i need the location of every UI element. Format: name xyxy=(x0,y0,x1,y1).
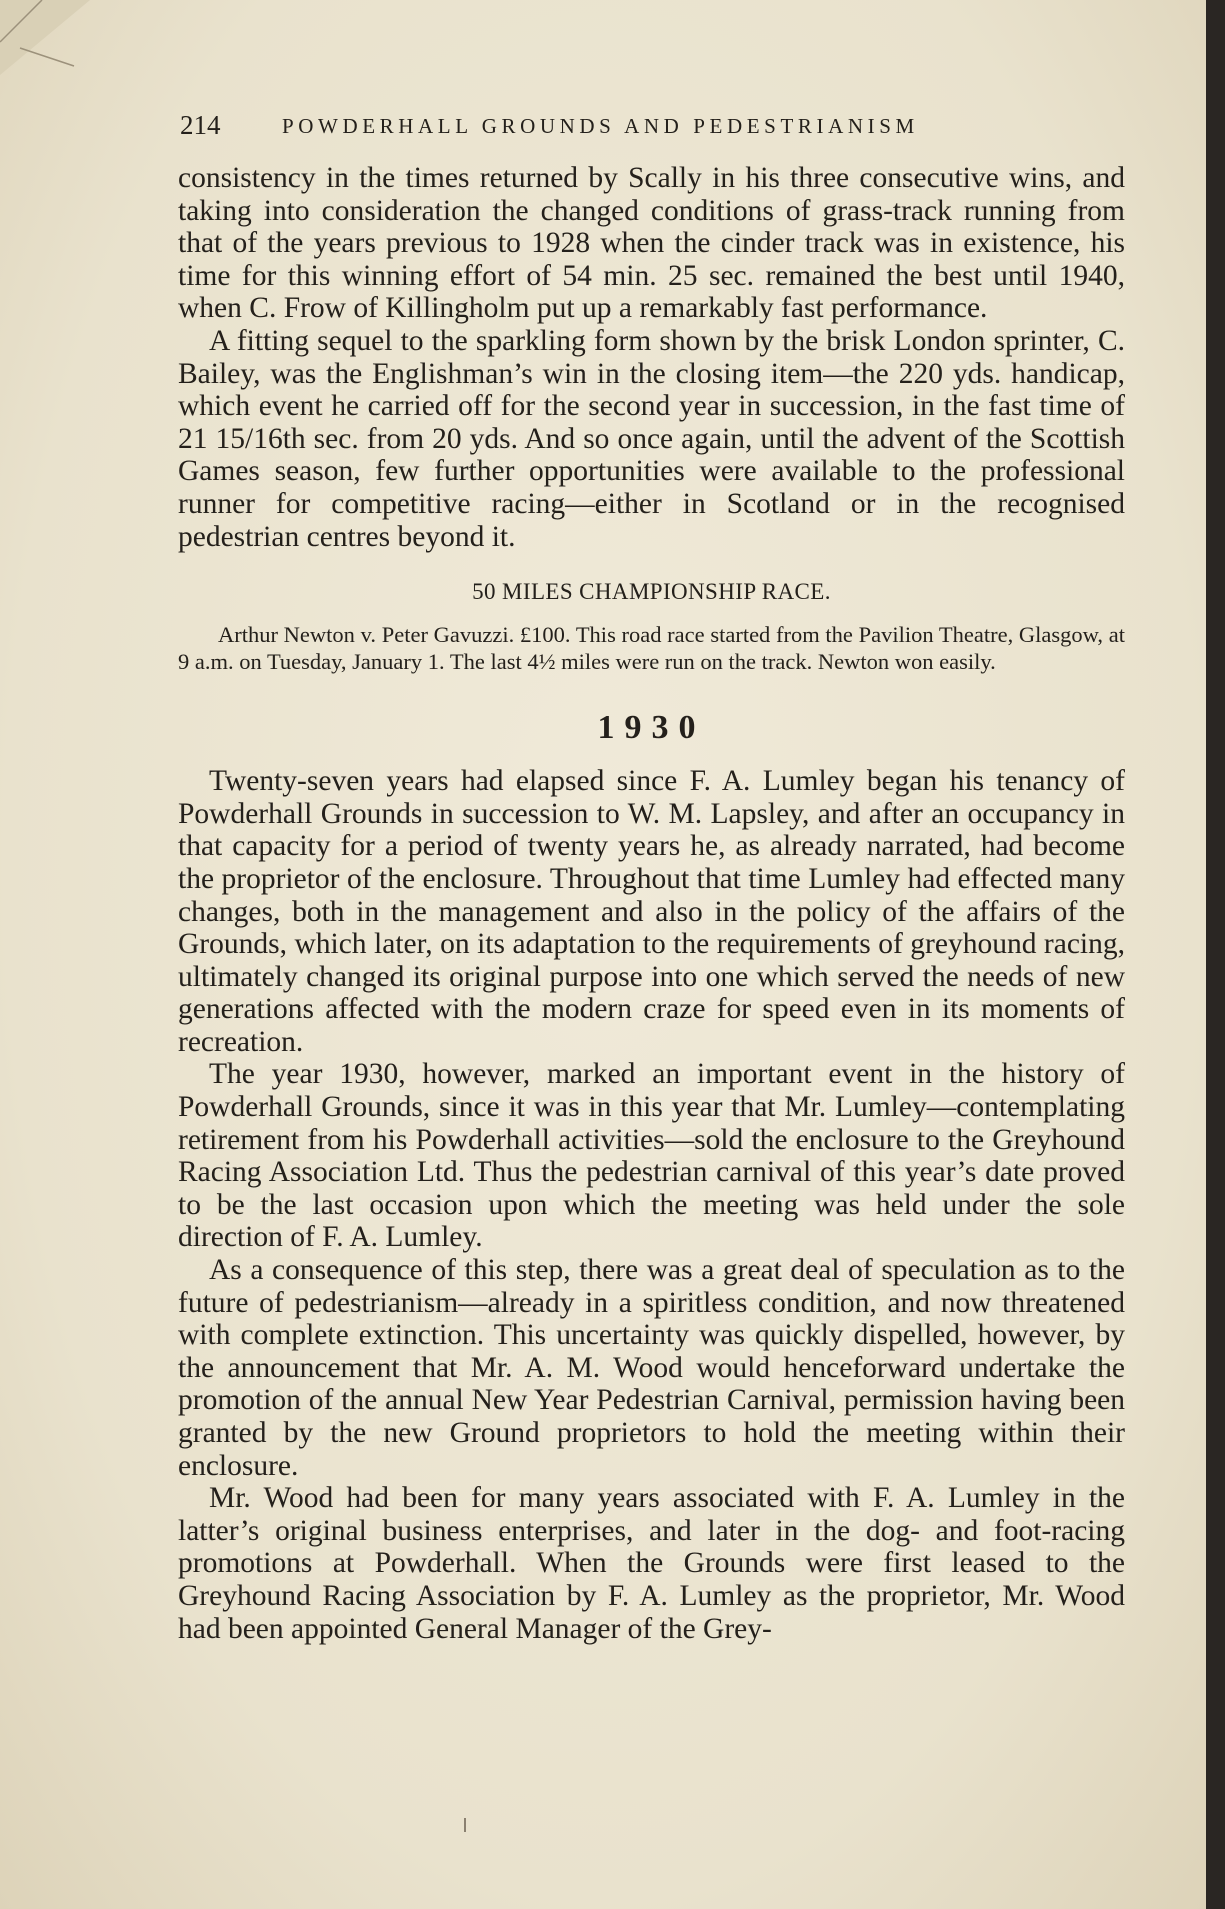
folded-corner-icon xyxy=(0,0,90,75)
body-text xyxy=(178,162,1125,1645)
section-title: 50 MILES CHAMPIONSHIP RACE. xyxy=(472,579,831,605)
year-heading: 1930 xyxy=(597,709,706,747)
running-title: POWDERHALL GROUNDS AND PEDESTRIANISM xyxy=(282,114,919,138)
paragraph-wood: Mr. Wood had been for many years associated with F. A. Lumley in the latter’s original business enterprises, and later in the dog- and foot-racing promotions at Powderhall. When the Grounds were first leased to the Greyhound Racing Association by F. A. Lumley as the proprietor, Mr. Wood had been appointed General Manager of the Grey- xyxy=(178,1482,1125,1645)
page-header xyxy=(180,110,1025,146)
paragraph-continuation: consistency in the times returned by Scally in his three consecutive wins, and taking into consideration the changed conditions of grass-track running from that of the years previous to 1928 when the cinder track was in existence, his time for this winning effort of 54 min. 25 sec. remained the best until 1940, when C. Frow of Killingholm put up a remarkably fast performance. xyxy=(178,162,1125,325)
paragraph-sale: The year 1930, however, marked an important event in the history of Powderhall Grounds, since it was in this year that Mr. Lumley—contemplating retirement from his Powderhall activities—sold the enclosure to the Greyhound Racing Association Ltd. Thus the pedestrian carnival of this year’s date proved to be the last occasion upon which the meeting was held under the sole direction of F. A. Lumley. xyxy=(178,1058,1125,1254)
paragraph-speculation: As a consequence of this step, there was a great deal of speculation as to the future of pedestrianism—already in a spiritless condition, and now threatened with complete extinction. This uncertainty was quickly dispelled, however, by the announcement that Mr. A. M. Wood would henceforward undertake the promotion of the annual New Year Pedestrian Carnival, permission having been granted by the new Ground proprietors to hold the meeting within their enclosure. xyxy=(178,1254,1125,1482)
paragraph-tenancy: Twenty-seven years had elapsed since F. A. Lumley began his tenancy of Powderhall Grounds in succession to W. M. Lapsley, and after an occupancy in that capacity for a period of twenty years he, as already narrated, had become the proprietor of the enclosure. Throughout that time Lumley had effected many changes, both in the management and also in the policy of the affairs of the Grounds, which later, on its adaptation to the requirements of greyhound racing, ultimately changed its original purpose into one which served the needs of new generations affected with the modern craze for speed even in its moments of recreation. xyxy=(178,765,1125,1058)
championship-note: Arthur Newton v. Peter Gavuzzi. £100. This road race started from the Pavilion Theatre, Glasgow, at 9 a.m. on Tuesday, January 1. The last 4½ miles were run on the track. Newton won easily. xyxy=(178,622,1125,675)
paragraph-bailey: A fitting sequel to the sparkling form shown by the brisk London sprinter, C. Bailey, was the Englishman’s win in the closing item—the 220 yds. handicap, which event he carried off for the second year in succession, in the fast time of 21 15/16th sec. from 20 yds. And so once again, until the advent of the Scottish Games season, few further opportunities were available to the professional runner for competitive racing—either in Scotland or in the recognised pedestrian centres beyond it. xyxy=(178,324,1125,553)
page-number: 214 xyxy=(180,110,221,140)
print-mark xyxy=(464,1818,466,1832)
